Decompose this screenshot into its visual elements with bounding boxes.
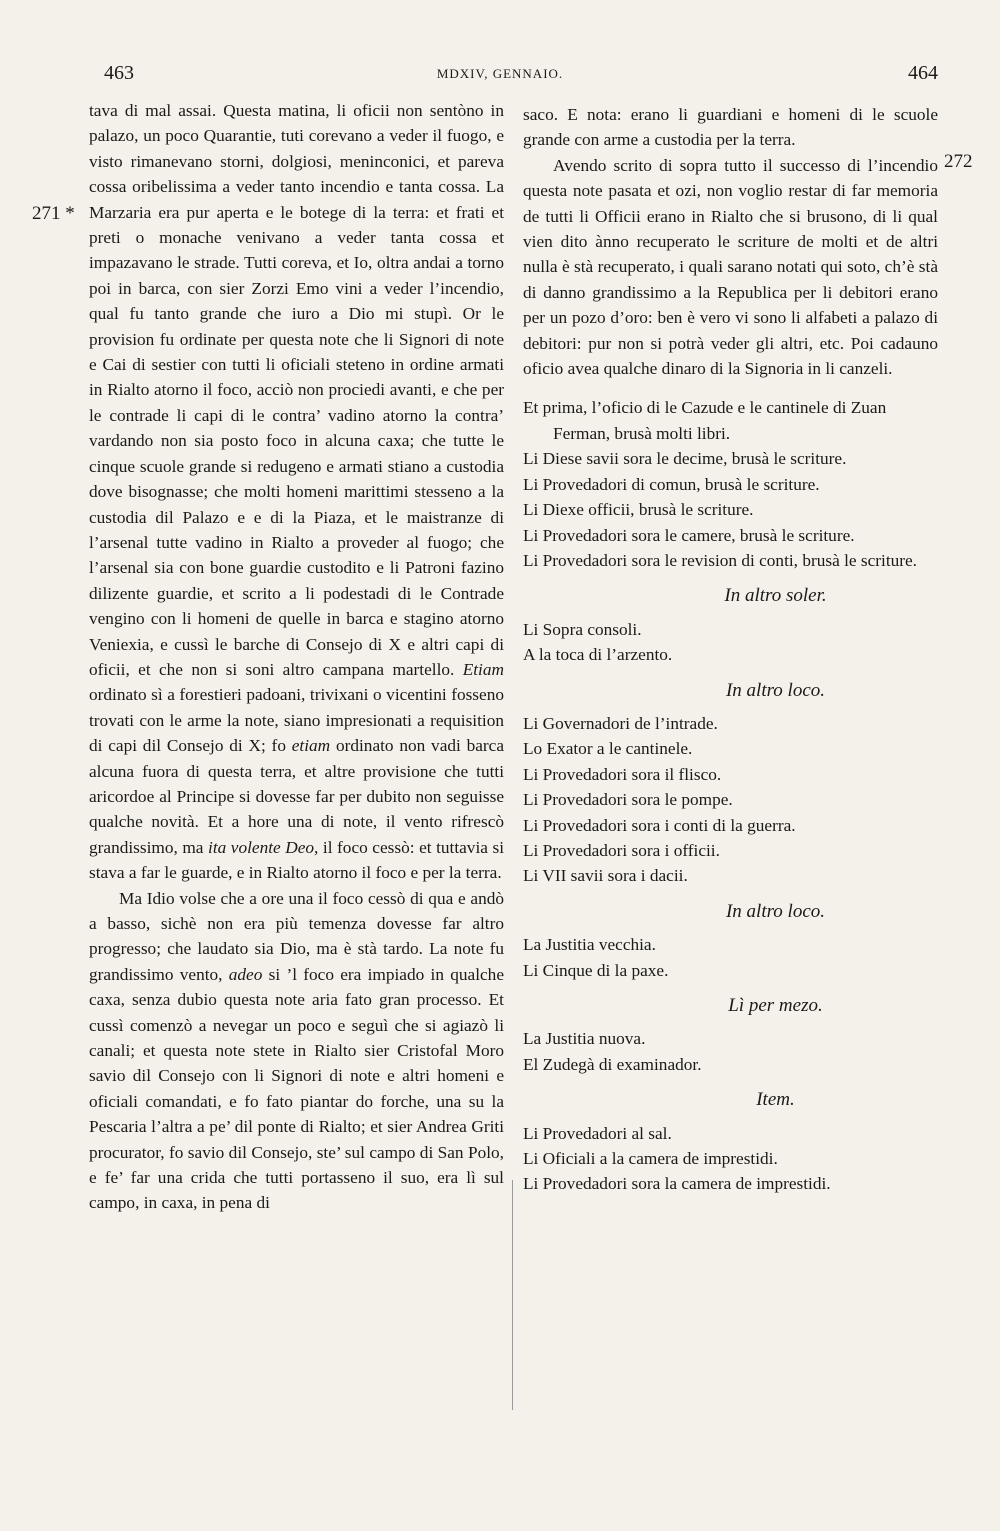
page-number-right: 464 <box>908 62 938 84</box>
list-item: Et prima, l’oficio di le Cazude e le cantinele di Zuan Ferman, brusà molti libri. <box>523 398 887 443</box>
margin-number-left: 271 * <box>32 203 75 224</box>
paragraph: Avendo scrito di sopra tutto il successo di l’incendio questa note pasata et ozi, non voglio restar di far memoria de tutti li Officii erano in Rialto che si brusono, di li qual vien dito ànno recuperato le scriture de molti et de altri nulla è stà recuperato, i quali sarano notati qui soto, ch’è stà di danno grandissimo a la Republica per li debitori erano per un pozo d’oro: ben è vero vi sono li alfabeti a palazo di debitori: pur non si potrà veder gli altri, etc. Poi cadauno oficio avea qualche dinaro di la Signoria in li canzeli. <box>523 155 938 379</box>
section-heading: In altro loco. <box>725 679 826 701</box>
office-list <box>523 932 938 983</box>
left-column <box>89 98 504 1216</box>
section-heading: In altro soler. <box>724 585 827 607</box>
section-heading: Lì per mezo. <box>728 995 823 1016</box>
section-heading: In altro loco. <box>725 900 826 922</box>
list-item: La Justitia vecchia. <box>523 935 656 955</box>
paragraph: Ma Idio volse che a ore una il foco cessò di qua e andò a basso, sichè non era più temenza dovesse far altro progresso; che laudato sia Dio, ma è stà tardo. La note fu grandissimo vento, adeo si ’l foco era impiado in qualche caxa, senza dubio questa note aria fato gran processo. Et cussì comenzò a nevegar un poco e seguì che si agiazò li canali; et questa note stete in Rialto sier Cristofal Moro savio dil Consejo con li Signori di note e altri homeni e oficiali comandati, e fo fato piantar do forche, una su la Pescaria l’altra a pe’ dil ponte di Rialto; et sier Andrea Griti procurator, fo savio dil Consejo, ste’ sul campo di San Polo, e fe’ far una crida che tutti portasseno il suo, era lì sul campo, in caxa, in pena di <box>89 888 504 1213</box>
office-list <box>523 1121 938 1197</box>
list-item: Li Provedadori sora i officii. <box>523 840 720 860</box>
list-item: Li Provedadori sora la camera de imprestidi. <box>523 1174 831 1194</box>
list-item: Li Diexe officii, brusà le scriture. <box>523 500 754 520</box>
list-item: La Justitia nuova. <box>523 1029 646 1049</box>
margin-number-right: 272 <box>944 151 973 172</box>
section-heading: Item. <box>756 1089 795 1111</box>
list-item: Li Provedadori al sal. <box>523 1123 672 1143</box>
list-item: Li Provedadori sora le camere, brusà le scriture. <box>523 525 855 545</box>
running-title: MDXIV, GENNAIO. <box>436 66 564 81</box>
page-header <box>0 62 1000 92</box>
column-divider <box>512 1180 513 1410</box>
list-item: Li Provedadori sora le pompe. <box>523 790 733 810</box>
paragraph: saco. E nota: erano li guardiani e homeni di le scuole grande con arme a custodia per la terra. <box>523 105 938 150</box>
list-item: A la toca di l’arzento. <box>523 645 673 665</box>
list-item: Li Provedadori di comun, brusà le scriture. <box>523 474 820 494</box>
office-list <box>523 617 938 668</box>
office-list <box>523 395 938 573</box>
paragraph: tava di mal assai. Questa matina, li oficii non sentòno in palazo, un poco Quarantie, tuti corevano a veder il fuogo, e visto rimanevano storni, dolgiosi, meninconici, et pareva cossa oribelissima a veder tanto incendio e tanta cossa. La Marzaria era pur aperta e le botege di la terra: et frati et preti o monache venivano a veder tanta cossa et impazavano le strade. Tutti coreva, et Io, oltra andai a torno poi in barca, con sier Zorzi Emo vini a veder l’incendio, qual fu tanto grande che iuro a Dio mi stupì. Or le provision fu ordinate per questa note che li Signori di note e Cai di sestier con tutti li oficiali steteno in ordine armati in Rialto atorno il foco, acciò non prociedi avanti, e che per le contrade li capi di le contra’ vadino atorno la contra’ vardando non sia posto foco in alcuna caxa; che tutte le cinque scuole grande si redugeno e armati stiano a custodia dove bisognasse; che molti homeni marittimi stesseno a la custodia dil Palazo e e di la Piaza, et le maistranze di l’arsenal tutte vadino in Rialto a proveder al fuogo; che l’arsenal sia con bone guardie custodito e li Patroni fazino dilizente guardie, et scrito a li podestadi di le Contrade vengino con li homeni de quelle in barca e stagino atorno Veniexia, e cussì le barche di Consejo di X e altri capi di oficii, et che non si soni altro campana martello. Etiam ordinato sì a forestieri padoani, trivixani o vicentini fosseno trovati con le arme la note, siano impresionati a requisition di capi dil Consejo di X; fo etiam ordinato non vadi barca alcuna fuora di questa terra, et altre provisione che tutti aricordoe al Principe si dovesse far per dubito non seguisse qualche novità. Et a hore una di note, il vento rifrescò grandissimo, ma ita volente Deo, il foco cessò: et tuttavia si stava a far le guarde, e in Rialto atorno il foco e per la terra. <box>89 101 505 883</box>
list-item: El Zudegà di examinador. <box>523 1054 702 1074</box>
list-item: Li Diese savii sora le decime, brusà le scriture. <box>523 449 847 469</box>
list-item: Li Oficiali a la camera de imprestidi. <box>523 1149 778 1169</box>
office-list <box>523 711 938 889</box>
right-column <box>523 102 938 1197</box>
list-item: Li Governadori de l’intrade. <box>523 713 718 733</box>
list-item: Li Cinque di la paxe. <box>523 960 669 980</box>
list-item: Li Provedadori sora le revision di conti, brusà le scriture. <box>523 550 918 570</box>
list-item: Li Provedadori sora i conti di la guerra. <box>523 815 796 835</box>
list-item: Li VII savii sora i dacii. <box>523 866 688 886</box>
list-item: Li Sopra consoli. <box>523 619 642 639</box>
list-item: Lo Exator a le cantinele. <box>523 739 693 759</box>
list-item: Li Provedadori sora il flisco. <box>523 764 722 784</box>
page-number-left: 463 <box>104 62 134 84</box>
office-list <box>523 1026 938 1077</box>
